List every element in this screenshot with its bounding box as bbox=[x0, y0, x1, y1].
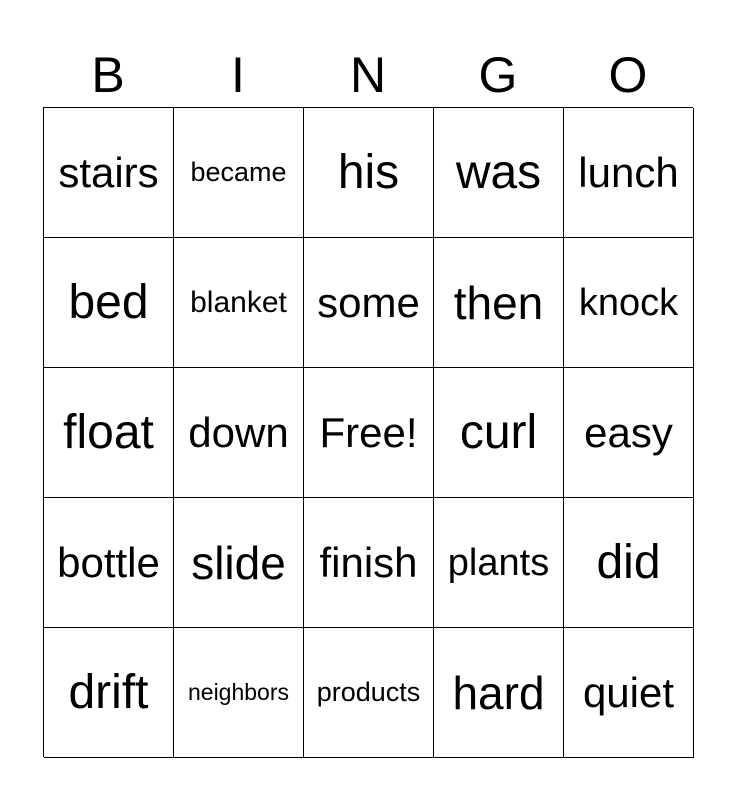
bingo-cell-r4-c3[interactable]: hard bbox=[434, 628, 564, 758]
bingo-cell-r4-c0[interactable]: drift bbox=[44, 628, 174, 758]
bingo-cell-r2-c3[interactable]: curl bbox=[434, 368, 564, 498]
bingo-cell-r4-c4[interactable]: quiet bbox=[564, 628, 694, 758]
bingo-cell-r1-c0[interactable]: bed bbox=[44, 238, 174, 368]
bingo-cell-r2-c2[interactable]: Free! bbox=[304, 368, 434, 498]
bingo-cell-r0-c3[interactable]: was bbox=[434, 108, 564, 238]
bingo-cell-r0-c0[interactable]: stairs bbox=[44, 108, 174, 238]
bingo-cell-r3-c3[interactable]: plants bbox=[434, 498, 564, 628]
bingo-cell-r0-c2[interactable]: his bbox=[304, 108, 434, 238]
bingo-cell-r1-c4[interactable]: knock bbox=[564, 238, 694, 368]
header-letter-i: I bbox=[231, 47, 245, 103]
bingo-cell-r1-c2[interactable]: some bbox=[304, 238, 434, 368]
bingo-card-grid bbox=[43, 107, 693, 757]
bingo-cell-r3-c0[interactable]: bottle bbox=[44, 498, 174, 628]
header-letter-o: O bbox=[608, 47, 648, 103]
bingo-cell-r0-c4[interactable]: lunch bbox=[564, 108, 694, 238]
header-letter-n: N bbox=[349, 47, 387, 103]
bingo-cell-r2-c4[interactable]: easy bbox=[564, 368, 694, 498]
bingo-cell-r1-c3[interactable]: then bbox=[434, 238, 564, 368]
header-letter-g: G bbox=[478, 47, 518, 103]
header-letter-b: B bbox=[91, 47, 125, 103]
bingo-cell-r3-c1[interactable]: slide bbox=[174, 498, 304, 628]
bingo-cell-r2-c1[interactable]: down bbox=[174, 368, 304, 498]
bingo-cell-r3-c4[interactable]: did bbox=[564, 498, 694, 628]
bingo-cell-r4-c1[interactable]: neighbors bbox=[174, 628, 304, 758]
bingo-cell-r4-c2[interactable]: products bbox=[304, 628, 434, 758]
bingo-cell-r2-c0[interactable]: float bbox=[44, 368, 174, 498]
bingo-cell-r3-c2[interactable]: finish bbox=[304, 498, 434, 628]
bingo-cell-r1-c1[interactable]: blanket bbox=[174, 238, 304, 368]
bingo-cell-r0-c1[interactable]: became bbox=[174, 108, 304, 238]
bingo-header bbox=[43, 44, 693, 106]
